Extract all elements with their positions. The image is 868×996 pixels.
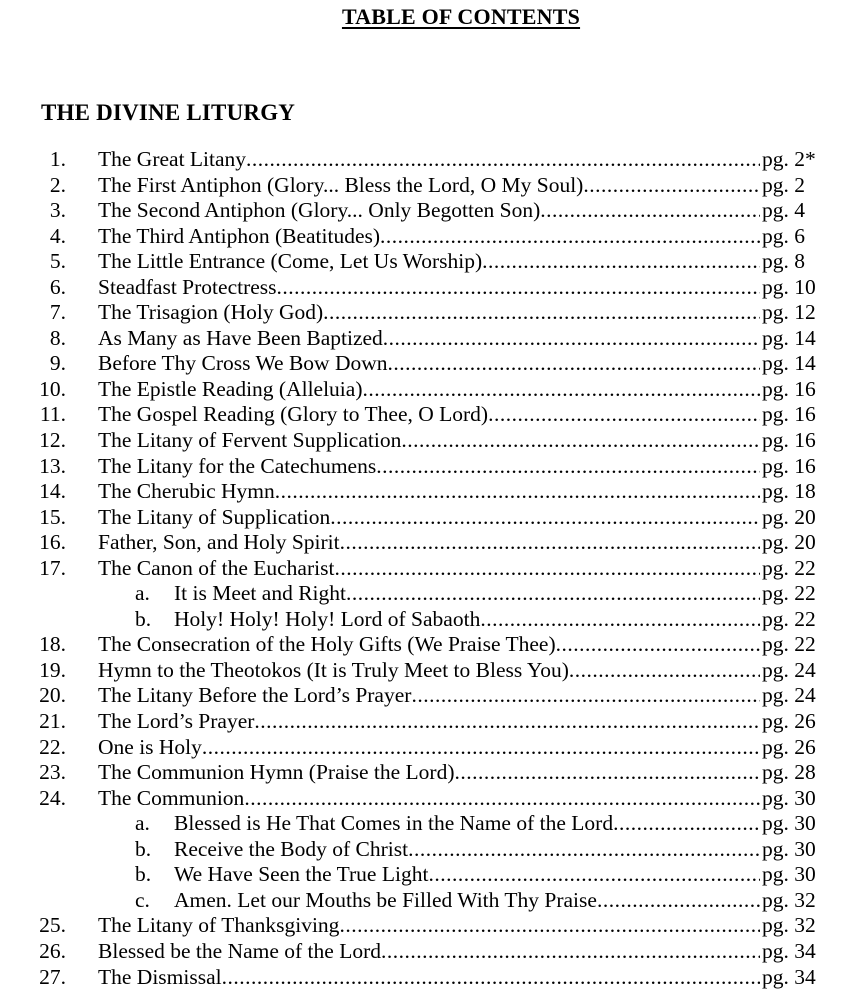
dot-leader (454, 760, 760, 784)
dot-leader (277, 275, 760, 299)
entry-title: The Litany of Fervent Supplication (98, 428, 402, 453)
toc-entry (0, 735, 868, 761)
entry-title: Blessed be the Name of the Lord (98, 938, 381, 963)
entry-title: The Little Entrance (Come, Let Us Worship) (98, 249, 483, 274)
entry-page-number: pg. 22 (762, 555, 816, 580)
entry-title: The Consecration of the Holy Gifts (We Praise Thee) (98, 632, 556, 657)
dot-leader (583, 173, 760, 197)
entry-title-with-leader (98, 351, 760, 375)
entry-title-with-leader (98, 275, 760, 299)
entry-page-number: pg. 32 (762, 887, 816, 912)
entry-page-number: pg. 20 (762, 504, 816, 529)
dot-leader (376, 454, 760, 478)
entry-number: b. (135, 836, 152, 861)
entry-title-with-leader (98, 632, 760, 656)
toc-entry (0, 326, 868, 352)
entry-page-number: pg. 16 (762, 453, 816, 478)
toc-subentry (0, 837, 868, 863)
dot-leader (480, 607, 760, 631)
section-heading: THE DIVINE LITURGY (41, 100, 296, 125)
entry-number: 16. (39, 530, 66, 555)
dot-leader (323, 300, 760, 324)
dot-leader (363, 377, 761, 401)
entry-title-with-leader (98, 556, 760, 580)
entry-title-with-leader (98, 505, 760, 529)
entry-number: 4. (49, 223, 66, 248)
entry-title: One is Holy (98, 734, 202, 759)
entry-number: 22. (39, 734, 66, 759)
entry-title: The Canon of the Eucharist (98, 555, 335, 580)
toc-entry (0, 173, 868, 199)
entry-title: Hymn to the Theotokos (It is Truly Meet to Bless You) (98, 657, 569, 682)
entry-page-number: pg. 28 (762, 760, 816, 785)
entry-title-with-leader (98, 224, 760, 248)
toc-subentry (0, 862, 868, 888)
toc-entry (0, 786, 868, 812)
entry-title: The Lord’s Prayer (98, 709, 255, 734)
entry-title-with-leader (174, 862, 760, 886)
dot-leader (556, 632, 760, 656)
entry-page-number: pg. 30 (762, 811, 816, 836)
entry-page-number: pg. 16 (762, 376, 816, 401)
entry-number: 3. (49, 198, 66, 223)
entry-title-with-leader (98, 658, 760, 682)
entry-page-number: pg. 6 (762, 223, 805, 248)
entry-title: The Gospel Reading (Glory to Thee, O Lord) (98, 402, 489, 427)
entry-page-number: pg. 14 (762, 351, 816, 376)
entry-page-number: pg. 20 (762, 530, 816, 555)
dot-leader (339, 913, 760, 937)
toc-subentry (0, 581, 868, 607)
entry-title: The Third Antiphon (Beatitudes) (98, 223, 381, 248)
entry-number: 17. (39, 555, 66, 580)
entry-title: As Many as Have Been Baptized (98, 325, 383, 350)
toc-entry (0, 351, 868, 377)
dot-leader (411, 683, 760, 707)
dot-leader (334, 556, 760, 580)
entry-page-number: pg. 34 (762, 938, 816, 963)
entry-title-with-leader (174, 837, 760, 861)
entry-number: 19. (39, 657, 66, 682)
entry-number: 20. (39, 683, 66, 708)
entry-title-with-leader (98, 300, 760, 324)
entry-number: b. (135, 606, 152, 631)
dot-leader (388, 351, 761, 375)
toc-entry (0, 224, 868, 250)
dot-leader (330, 505, 760, 529)
entry-title-with-leader (98, 913, 760, 937)
entry-title-with-leader (98, 147, 760, 171)
entry-page-number: pg. 30 (762, 785, 816, 810)
entry-number: 14. (39, 479, 66, 504)
entry-page-number: pg. 18 (762, 479, 816, 504)
entry-page-number: pg. 30 (762, 836, 816, 861)
toc-entry (0, 683, 868, 709)
entry-page-number: pg. 22 (762, 632, 816, 657)
entry-page-number: pg. 2 (762, 172, 805, 197)
entry-title-with-leader (174, 811, 760, 835)
toc-entry (0, 249, 868, 275)
toc-entry (0, 377, 868, 403)
dot-leader (482, 249, 760, 273)
entry-page-number: pg. 2* (762, 147, 816, 171)
toc-entry (0, 275, 868, 301)
entry-number: 6. (49, 274, 66, 299)
entry-title-with-leader (98, 786, 760, 810)
entry-title: The First Antiphon (Glory... Bless the Lord, O My Soul) (98, 172, 584, 197)
entry-title-with-leader (98, 939, 760, 963)
entry-title: The Great Litany (98, 147, 247, 171)
entry-number: 18. (39, 632, 66, 657)
entry-title: The Litany of Thanksgiving (98, 913, 340, 938)
entry-number: 12. (39, 428, 66, 453)
entry-title: The Communion (98, 785, 245, 810)
dot-leader (408, 837, 760, 861)
toc-entry (0, 965, 868, 991)
entry-title: Steadfast Protectress (98, 274, 277, 299)
entry-page-number: pg. 32 (762, 913, 816, 938)
entry-number: 27. (39, 964, 66, 989)
entry-number: 1. (49, 147, 66, 171)
entry-title-with-leader (98, 454, 760, 478)
toc-entry (0, 402, 868, 428)
entry-title-with-leader (98, 377, 760, 401)
entry-title: The Epistle Reading (Alleluia) (98, 376, 363, 401)
dot-leader (246, 147, 760, 171)
toc-entry (0, 658, 868, 684)
entry-number: 2. (49, 172, 66, 197)
entry-number: 9. (49, 351, 66, 376)
entry-number: a. (135, 581, 150, 606)
dot-leader (597, 888, 760, 912)
entry-title-with-leader (98, 402, 760, 426)
document-title: TABLE OF CONTENTS (341, 4, 581, 29)
entry-title: Holy! Holy! Holy! Lord of Sabaoth (174, 606, 481, 631)
entry-title-with-leader (98, 428, 760, 452)
dot-leader (428, 862, 760, 886)
entry-page-number: pg. 22 (762, 606, 816, 631)
entry-number: 10. (39, 376, 66, 401)
entry-page-number: pg. 10 (762, 274, 816, 299)
entry-title-with-leader (98, 760, 760, 784)
entry-title-with-leader (98, 683, 760, 707)
entry-title-with-leader (98, 530, 760, 554)
entry-title-with-leader (174, 581, 760, 605)
entry-number: 7. (49, 300, 66, 325)
toc-subentry (0, 888, 868, 914)
entry-number: 23. (39, 760, 66, 785)
toc-entry (0, 632, 868, 658)
toc-entry (0, 505, 868, 531)
entry-title: The Trisagion (Holy God) (98, 300, 324, 325)
entry-number: 25. (39, 913, 66, 938)
entry-page-number: pg. 24 (762, 657, 816, 682)
toc-entry (0, 479, 868, 505)
entry-number: 26. (39, 938, 66, 963)
entry-page-number: pg. 34 (762, 964, 816, 989)
dot-leader (244, 786, 760, 810)
entry-number: 5. (49, 249, 66, 274)
dot-leader (488, 402, 760, 426)
toc-entry (0, 939, 868, 965)
toc-entry (0, 198, 868, 224)
entry-page-number: pg. 30 (762, 862, 816, 887)
entry-page-number: pg. 26 (762, 734, 816, 759)
dot-leader (540, 198, 760, 222)
entry-title: The Litany for the Catechumens (98, 453, 377, 478)
entry-title: It is Meet and Right (174, 581, 346, 606)
entry-page-number: pg. 22 (762, 581, 816, 606)
entry-title: The Litany of Supplication (98, 504, 331, 529)
dot-leader (254, 709, 760, 733)
toc-subentry (0, 811, 868, 837)
toc-entry (0, 454, 868, 480)
dot-leader (380, 224, 760, 248)
entry-title-with-leader (98, 709, 760, 733)
toc-entry (0, 709, 868, 735)
entry-number: a. (135, 811, 150, 836)
entry-number: c. (135, 887, 150, 912)
entry-page-number: pg. 16 (762, 428, 816, 453)
dot-leader (340, 530, 760, 554)
toc-entry (0, 300, 868, 326)
entry-page-number: pg. 26 (762, 709, 816, 734)
entry-page-number: pg. 12 (762, 300, 816, 325)
table-of-contents-list (0, 147, 868, 990)
entry-number: 8. (49, 325, 66, 350)
entry-page-number: pg. 14 (762, 325, 816, 350)
toc-entry (0, 760, 868, 786)
entry-page-number: pg. 4 (762, 198, 805, 223)
entry-number: b. (135, 862, 152, 887)
entry-number: 15. (39, 504, 66, 529)
dot-leader (569, 658, 760, 682)
dot-leader (613, 811, 760, 835)
entry-title-with-leader (174, 607, 760, 631)
dot-leader (202, 735, 760, 759)
toc-subentry (0, 607, 868, 633)
dot-leader (383, 326, 760, 350)
entry-title-with-leader (98, 479, 760, 503)
entry-page-number: pg. 8 (762, 249, 805, 274)
entry-title: Amen. Let our Mouths be Filled With Thy Praise (174, 887, 597, 912)
entry-number: 21. (39, 709, 66, 734)
entry-number: 13. (39, 453, 66, 478)
toc-entry (0, 530, 868, 556)
dot-leader (381, 939, 760, 963)
entry-title-with-leader (98, 326, 760, 350)
entry-number: 24. (39, 785, 66, 810)
entry-title-with-leader (174, 888, 760, 912)
dot-leader (401, 428, 760, 452)
dot-leader (222, 965, 760, 989)
entry-title: Before Thy Cross We Bow Down (98, 351, 388, 376)
entry-title: Blessed is He That Comes in the Name of the Lord (174, 811, 614, 836)
toc-entry (0, 913, 868, 939)
entry-title-with-leader (98, 198, 760, 222)
entry-title-with-leader (98, 965, 760, 989)
entry-title: The Second Antiphon (Glory... Only Begotten Son) (98, 198, 541, 223)
entry-title-with-leader (98, 735, 760, 759)
toc-entry (0, 147, 868, 173)
entry-title: Father, Son, and Holy Spirit (98, 530, 340, 555)
entry-title-with-leader (98, 173, 760, 197)
toc-entry (0, 556, 868, 582)
entry-title-with-leader (98, 249, 760, 273)
entry-title: The Communion Hymn (Praise the Lord) (98, 760, 455, 785)
entry-title: The Litany Before the Lord’s Prayer (98, 683, 412, 708)
entry-page-number: pg. 24 (762, 683, 816, 708)
dot-leader (275, 479, 760, 503)
entry-title: We Have Seen the True Light (174, 862, 429, 887)
entry-page-number: pg. 16 (762, 402, 816, 427)
entry-title: The Cherubic Hymn (98, 479, 275, 504)
dot-leader (346, 581, 760, 605)
toc-entry (0, 428, 868, 454)
entry-title: Receive the Body of Christ (174, 836, 409, 861)
entry-title: The Dismissal (98, 964, 222, 989)
entry-number: 11. (39, 402, 66, 427)
